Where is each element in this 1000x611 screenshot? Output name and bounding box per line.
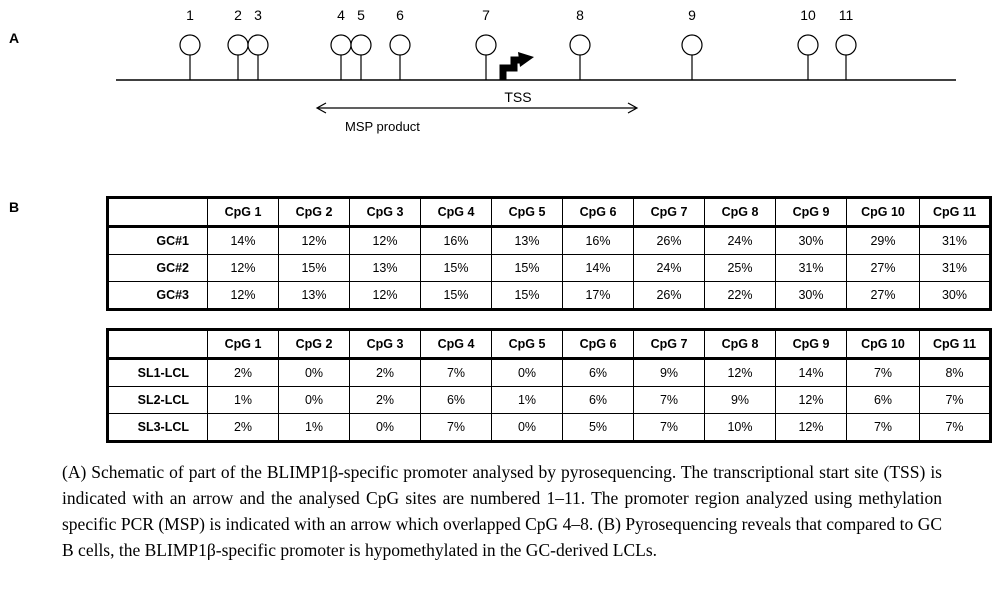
column-header: CpG 6 — [563, 198, 634, 227]
table-header-row — [108, 330, 991, 359]
table-row — [108, 387, 991, 414]
table-cell: 14% — [776, 359, 847, 387]
table-cell: 13% — [350, 255, 421, 282]
table-cell: 15% — [492, 282, 563, 310]
table-cell: 15% — [492, 255, 563, 282]
table-cell: 15% — [421, 255, 492, 282]
row-label: SL3-LCL — [108, 414, 208, 442]
table-cell: 5% — [563, 414, 634, 442]
cpg-site-number: 9 — [688, 7, 696, 23]
table-cell: 12% — [279, 227, 350, 255]
table-cell: 12% — [208, 255, 279, 282]
table-cell: 26% — [634, 227, 705, 255]
panel-b-label: B — [9, 199, 20, 215]
table-cell: 12% — [208, 282, 279, 310]
cpg-site-number: 3 — [254, 7, 262, 23]
cpg-site-marker — [248, 7, 268, 80]
column-header: CpG 9 — [776, 330, 847, 359]
cpg-site-number: 5 — [357, 7, 365, 23]
msp-product-label: MSP product — [345, 119, 420, 134]
table-cell: 0% — [279, 387, 350, 414]
cpg-site-marker — [331, 7, 351, 80]
table-cell: 0% — [492, 359, 563, 387]
table-cell: 22% — [705, 282, 776, 310]
table-cell: 2% — [208, 359, 279, 387]
column-header: CpG 10 — [847, 198, 920, 227]
table-cell: 14% — [208, 227, 279, 255]
table-cell: 7% — [847, 414, 920, 442]
cpg-site-marker — [180, 7, 200, 80]
table-cell: 24% — [705, 227, 776, 255]
table-cell: 15% — [421, 282, 492, 310]
column-header: CpG 2 — [279, 330, 350, 359]
table-cell: 12% — [350, 282, 421, 310]
column-header: CpG 1 — [208, 330, 279, 359]
cpg-site-number: 8 — [576, 7, 584, 23]
table-cell: 7% — [920, 387, 991, 414]
table-header-row — [108, 198, 991, 227]
table-cell: 6% — [421, 387, 492, 414]
table-row — [108, 255, 991, 282]
table-row — [108, 359, 991, 387]
table-cell: 6% — [563, 387, 634, 414]
table-cell: 1% — [208, 387, 279, 414]
column-header — [108, 330, 208, 359]
table-cell: 2% — [350, 387, 421, 414]
table-cell: 24% — [634, 255, 705, 282]
table-cell: 30% — [920, 282, 991, 310]
column-header: CpG 5 — [492, 330, 563, 359]
column-header: CpG 11 — [920, 198, 991, 227]
table-cell: 2% — [350, 359, 421, 387]
row-label: GC#1 — [108, 227, 208, 255]
table-cell: 30% — [776, 227, 847, 255]
table-cell: 0% — [492, 414, 563, 442]
column-header: CpG 10 — [847, 330, 920, 359]
row-label: GC#2 — [108, 255, 208, 282]
table-cell: 7% — [421, 359, 492, 387]
cpg-site-marker — [570, 7, 590, 80]
cpg-site-marker — [351, 7, 371, 80]
table-row — [108, 414, 991, 442]
table-cell: 13% — [279, 282, 350, 310]
column-header: CpG 7 — [634, 198, 705, 227]
table-cell: 16% — [563, 227, 634, 255]
cpg-site-number: 4 — [337, 7, 345, 23]
table-cell: 7% — [920, 414, 991, 442]
column-header: CpG 2 — [279, 198, 350, 227]
column-header — [108, 198, 208, 227]
table-cell: 15% — [279, 255, 350, 282]
column-header: CpG 8 — [705, 330, 776, 359]
column-header: CpG 1 — [208, 198, 279, 227]
cpg-site-number: 11 — [838, 7, 854, 23]
table-cell: 27% — [847, 255, 920, 282]
table-cell: 16% — [421, 227, 492, 255]
column-header: CpG 9 — [776, 198, 847, 227]
table-cell: 9% — [705, 387, 776, 414]
table-cell: 6% — [847, 387, 920, 414]
table-cell: 12% — [776, 414, 847, 442]
cpg-site-number: 6 — [396, 7, 404, 23]
row-label: GC#3 — [108, 282, 208, 310]
column-header: CpG 8 — [705, 198, 776, 227]
cpg-site-marker — [228, 7, 248, 80]
cpg-site-marker — [476, 7, 496, 80]
cpg-site-number: 7 — [482, 7, 490, 23]
table-cell: 12% — [776, 387, 847, 414]
table-cell: 1% — [279, 414, 350, 442]
column-header: CpG 3 — [350, 330, 421, 359]
table-cell: 17% — [563, 282, 634, 310]
table-cell: 31% — [920, 255, 991, 282]
cpg-site-marker — [682, 7, 702, 80]
table-cell: 13% — [492, 227, 563, 255]
panel-a-label: A — [9, 30, 20, 46]
table-cell: 14% — [563, 255, 634, 282]
table-cell: 29% — [847, 227, 920, 255]
cpg-site-number: 2 — [234, 7, 242, 23]
table-cell: 7% — [634, 387, 705, 414]
cpg-site-number: 1 — [186, 7, 194, 23]
msp-product-arrow-icon — [317, 103, 637, 113]
table-cell: 6% — [563, 359, 634, 387]
table-cell: 0% — [350, 414, 421, 442]
table-cell: 30% — [776, 282, 847, 310]
table-cell: 31% — [776, 255, 847, 282]
table-cell: 25% — [705, 255, 776, 282]
table-cell: 8% — [920, 359, 991, 387]
table-cell: 26% — [634, 282, 705, 310]
table-cell: 12% — [705, 359, 776, 387]
column-header: CpG 3 — [350, 198, 421, 227]
table-cell: 7% — [421, 414, 492, 442]
table-cell: 12% — [350, 227, 421, 255]
table-row — [108, 282, 991, 310]
table-cell: 27% — [847, 282, 920, 310]
table-cell: 7% — [634, 414, 705, 442]
column-header: CpG 11 — [920, 330, 991, 359]
column-header: CpG 7 — [634, 330, 705, 359]
cpg-site-marker — [798, 7, 818, 80]
cpg-site-marker — [836, 7, 856, 80]
column-header: CpG 4 — [421, 198, 492, 227]
table-cell: 2% — [208, 414, 279, 442]
table-cell: 0% — [279, 359, 350, 387]
table-row — [108, 227, 991, 255]
table-cell: 10% — [705, 414, 776, 442]
lcl-methylation-table — [106, 328, 992, 443]
table-cell: 7% — [847, 359, 920, 387]
tss-label: TSS — [504, 89, 532, 105]
row-label: SL2-LCL — [108, 387, 208, 414]
tss-arrow-icon — [503, 52, 534, 80]
table-cell: 31% — [920, 227, 991, 255]
column-header: CpG 5 — [492, 198, 563, 227]
gc-methylation-table — [106, 196, 992, 311]
cpg-site-number: 10 — [800, 7, 816, 23]
promoter-schematic — [0, 0, 1000, 150]
table-cell: 1% — [492, 387, 563, 414]
cpg-site-marker — [390, 7, 410, 80]
figure-caption: (A) Schematic of part of the BLIMP1β-specific promoter analysed by pyrosequencing. The transcriptional start site (TSS) is indicated with an arrow and the analysed CpG sites are numbered 1–11. The promoter region analyzed using methylation specific PCR (MSP) is indicated with an arrow which overlapped CpG 4–8. (B) Pyrosequencing reveals that compared to GC B cells, the BLIMP1β-specific promoter is hypomethylated in the GC-derived LCLs. — [62, 462, 942, 560]
column-header: CpG 6 — [563, 330, 634, 359]
table-cell: 9% — [634, 359, 705, 387]
column-header: CpG 4 — [421, 330, 492, 359]
row-label: SL1-LCL — [108, 359, 208, 387]
